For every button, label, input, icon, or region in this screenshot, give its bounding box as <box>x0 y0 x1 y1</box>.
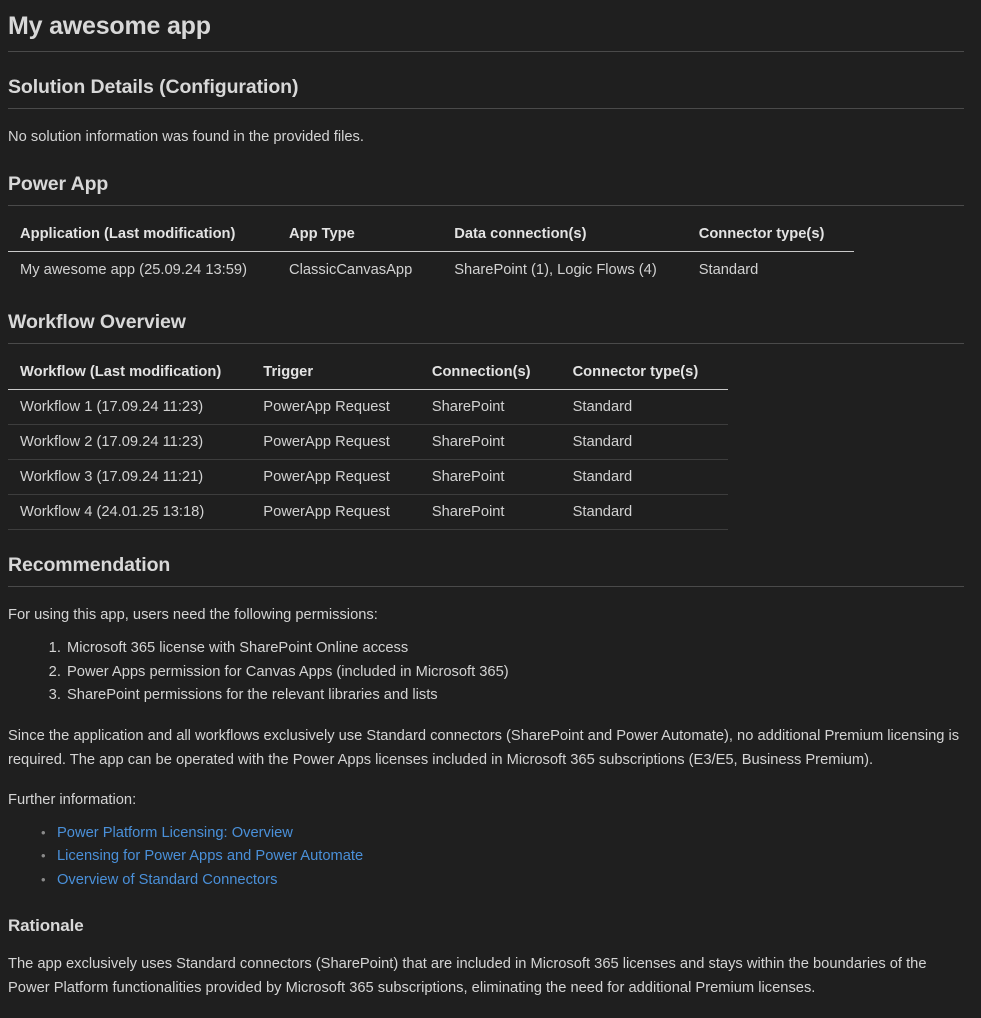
link-licensing-for-power-apps-and-power-automate[interactable]: Licensing for Power Apps and Power Automate <box>57 848 364 864</box>
cell-connector-types: Standard <box>561 460 729 495</box>
list-item: 2. Power Apps permission for Canvas Apps (included in Microsoft 365) <box>65 661 964 685</box>
cell-trigger: PowerApp Request <box>251 495 420 530</box>
table-row <box>8 460 728 495</box>
workflow-overview-table <box>8 360 728 530</box>
power-app-table-head <box>8 222 854 252</box>
table-row <box>8 425 728 460</box>
permissions-list <box>8 637 964 708</box>
workflow-table-head <box>8 360 728 390</box>
cell-workflow: Workflow 1 (17.09.24 11:23) <box>8 390 251 425</box>
solution-details-body: No solution information was found in the provided files. <box>8 129 364 145</box>
table-row <box>8 495 728 530</box>
cell-app-type: ClassicCanvasApp <box>288 262 413 278</box>
cell-connector-types: Standard <box>698 262 759 278</box>
link-overview-of-standard-connectors[interactable]: Overview of Standard Connectors <box>57 871 278 888</box>
list-item <box>57 845 964 869</box>
list-item <box>57 869 964 893</box>
table-row <box>8 252 854 288</box>
recommendation-intro: For using this app, users need the following permissions: <box>8 607 378 623</box>
cell-connector-types: Standard <box>561 390 729 425</box>
table-header-row <box>8 360 728 390</box>
column-header-connector-types: Connector type(s) <box>561 360 729 390</box>
cell-connector-types: Standard <box>561 425 729 460</box>
power-app-divider <box>8 205 964 206</box>
workflow-table-body <box>8 390 728 530</box>
further-information-label: Further information: <box>8 791 137 808</box>
list-item: 3. SharePoint permissions for the relevant libraries and lists <box>65 684 964 708</box>
table-header-row <box>8 222 854 252</box>
cell-connections: SharePoint <box>420 390 561 425</box>
cell-data-connections: SharePoint (1), Logic Flows (4) <box>454 262 657 278</box>
power-app-table <box>8 222 854 287</box>
list-item: 1. Microsoft 365 license with SharePoint Online access <box>65 637 964 661</box>
cell-connections: SharePoint <box>420 460 561 495</box>
column-header-trigger: Trigger <box>251 360 420 390</box>
rationale-body: The app exclusively uses Standard connectors (SharePoint) that are included in Microsoft 365 licenses and stays within the boundaries of the Power Platform functionalities provided by Microsoft 365 subscriptions, eliminating the need for additional Premium licenses. <box>8 956 927 996</box>
list-item <box>57 822 964 846</box>
cell-connector-types: Standard <box>561 495 729 530</box>
table-row <box>8 390 728 425</box>
bottom-spacer <box>8 1000 964 1018</box>
workflow-overview-divider <box>8 343 964 344</box>
column-header-connections: Connection(s) <box>420 360 561 390</box>
power-app-table-body <box>8 252 854 288</box>
column-header-data-connections: Data connection(s) <box>442 222 686 252</box>
column-header-connector-types: Connector type(s) <box>687 222 855 252</box>
cell-trigger: PowerApp Request <box>251 425 420 460</box>
cell-trigger: PowerApp Request <box>251 460 420 495</box>
further-information-link-list <box>8 822 964 893</box>
column-header-workflow: Workflow (Last modification) <box>8 360 251 390</box>
recommendation-summary: Since the application and all workflows exclusively use Standard connectors (SharePoint and Power Automate), no additional Premium licensing is required. The app can be operated with the Power Apps licenses included in Microsoft 365 subscriptions (E3/E5, Business Premium). <box>8 727 960 768</box>
section-heading-recommendation: Recommendation <box>8 554 171 576</box>
cell-workflow: Workflow 4 (24.01.25 13:18) <box>8 495 251 530</box>
section-heading-power-app: Power App <box>8 173 109 195</box>
column-header-application: Application (Last modification) <box>8 222 277 252</box>
section-heading-solution-details: Solution Details (Configuration) <box>8 76 299 98</box>
cell-workflow: Workflow 2 (17.09.24 11:23) <box>8 425 251 460</box>
cell-connections: SharePoint <box>420 425 561 460</box>
page-title: My awesome app <box>8 12 211 40</box>
column-header-app-type: App Type <box>277 222 442 252</box>
cell-workflow: Workflow 3 (17.09.24 11:21) <box>8 460 251 495</box>
subsection-heading-rationale: Rationale <box>8 916 84 935</box>
link-power-platform-licensing-overview[interactable]: Power Platform Licensing: Overview <box>57 824 293 841</box>
cell-application: My awesome app (25.09.24 13:59) <box>20 262 247 278</box>
cell-trigger: PowerApp Request <box>251 390 420 425</box>
cell-connections: SharePoint <box>420 495 561 530</box>
section-heading-workflow-overview: Workflow Overview <box>8 311 186 333</box>
